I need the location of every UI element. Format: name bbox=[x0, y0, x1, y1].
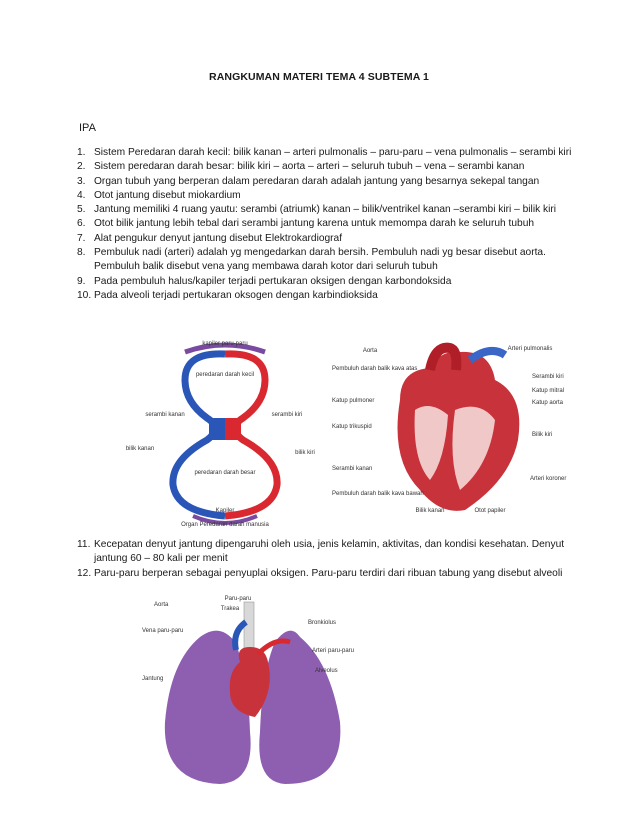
label-heart: Jantung bbox=[142, 676, 164, 682]
figure-caption: Organ Peredaran darah manusia bbox=[181, 522, 269, 528]
list-item: 8. Pembuluk nadi (arteri) adalah yg mengedarkan darah bersih. Pembuluh nadi yg besar disebut aorta. Pembuluh balik disebut vena yang membawa darah kotor dari seluruh tubuh bbox=[77, 247, 546, 273]
label-coronary-artery: Arteri koroner bbox=[530, 476, 567, 482]
label-body-capillary: Kapiler bbox=[215, 508, 235, 514]
label-right-ventricle: bilik kanan bbox=[125, 446, 155, 452]
list-item: 9. Pada pembuluh halus/kapiler terjadi pertukaran oksigen dengan karbondoksida bbox=[77, 275, 452, 287]
page-title: RANGKUMAN MATERI TEMA 4 SUBTEMA 1 bbox=[209, 71, 429, 83]
label-aortic-valve: Katup aorta bbox=[532, 400, 564, 406]
label-big-circulation: peredaran darah besar bbox=[194, 470, 256, 476]
label-bronchiole: Bronkiolus bbox=[308, 620, 337, 626]
label-right-atrium: Serambi kanan bbox=[332, 466, 373, 472]
list-item: 7. Alat pengukur denyut jantung disebut Elektrokardiograf bbox=[77, 232, 343, 244]
label-mitral-valve: Katup mitral bbox=[532, 388, 565, 394]
label-right-ventricle: Bilik kanan bbox=[415, 508, 445, 514]
summary-list-top bbox=[79, 146, 579, 303]
list-item: 12. Paru-paru berperan sebagai penyuplai oksigen. Paru-paru terdiri dari ribuan tabung yang disebut alveoli bbox=[77, 567, 563, 579]
label-pulmonary-artery: Arteri paru-paru bbox=[312, 648, 355, 654]
label-lungs: kapiler paru-paru bbox=[202, 341, 248, 347]
label-lungs: Paru-paru bbox=[224, 596, 252, 602]
list-item: 10. Pada alveoli terjadi pertukaran oksogen dengan karbindioksida bbox=[77, 289, 378, 301]
label-left-ventricle: bilik kiri bbox=[295, 450, 315, 456]
label-pulmonary-artery: Arteri pulmonalis bbox=[507, 346, 553, 352]
list-item: 11. Kecepatan denyut jantung dipengaruhi oleh usia, jenis kelamin, aktivitas, dan kondisi kesehatan. Denyut jantung 60 – 80 kali per menit bbox=[77, 539, 565, 565]
summary-list-bottom bbox=[79, 538, 579, 581]
label-right-atrium: serambi kanan bbox=[145, 412, 185, 418]
list-item: 4. Otot jantung disebut miokardium bbox=[77, 189, 241, 201]
list-item: 5. Jantung memiliki 4 ruang yautu: serambi (atriumk) kanan – bilik/ventrikel kanan –serambi kiri – bilik kiri bbox=[77, 204, 557, 216]
label-superior-vena-cava: Pembuluh darah balik kava atas bbox=[332, 366, 418, 372]
section-heading: IPA bbox=[79, 122, 96, 134]
label-left-ventricle: Bilik kiri bbox=[532, 432, 553, 438]
label-inferior-vena-cava: Pembuluh darah balik kava bawah bbox=[332, 491, 424, 497]
lungs-diagram bbox=[140, 592, 380, 792]
label-pulmonary-vein: Vena paru-paru bbox=[142, 628, 184, 634]
label-left-atrium: serambi kiri bbox=[271, 412, 303, 418]
label-alveolus: Alveolus bbox=[315, 668, 338, 674]
label-trachea: Trakea bbox=[220, 606, 240, 612]
label-pulmonary-valve: Katup pulmoner bbox=[332, 398, 375, 404]
label-papillary-muscle: Otot papiler bbox=[474, 508, 506, 514]
label-tricuspid-valve: Katup trikuspid bbox=[332, 424, 372, 430]
list-item: 3. Organ tubuh yang berperan dalam peredaran darah adalah jantung yang besarnya sekepal tangan bbox=[77, 175, 540, 187]
label-aorta: Aorta bbox=[362, 348, 378, 354]
label-aorta: Aorta bbox=[154, 602, 169, 608]
list-item: 6. Otot bilik jantung lebih tebal dari serambi jantung karena untuk memompa darah ke seluruh tubuh bbox=[77, 218, 535, 230]
list-item: 2. Sistem peredaran darah besar: bilik kiri – aorta – arteri – seluruh tubuh – vena – serambi kanan bbox=[77, 161, 525, 173]
label-small-circulation: peredaran darah kecil bbox=[195, 372, 255, 378]
heart-diagram bbox=[330, 340, 570, 518]
circulation-diagram bbox=[125, 340, 325, 530]
label-left-atrium: Serambi kiri bbox=[532, 374, 564, 380]
list-item: 1. Sistem Peredaran darah kecil: bilik kanan – arteri pulmonalis – paru-paru – vena pulmonalis – serambi kiri bbox=[77, 147, 572, 158]
